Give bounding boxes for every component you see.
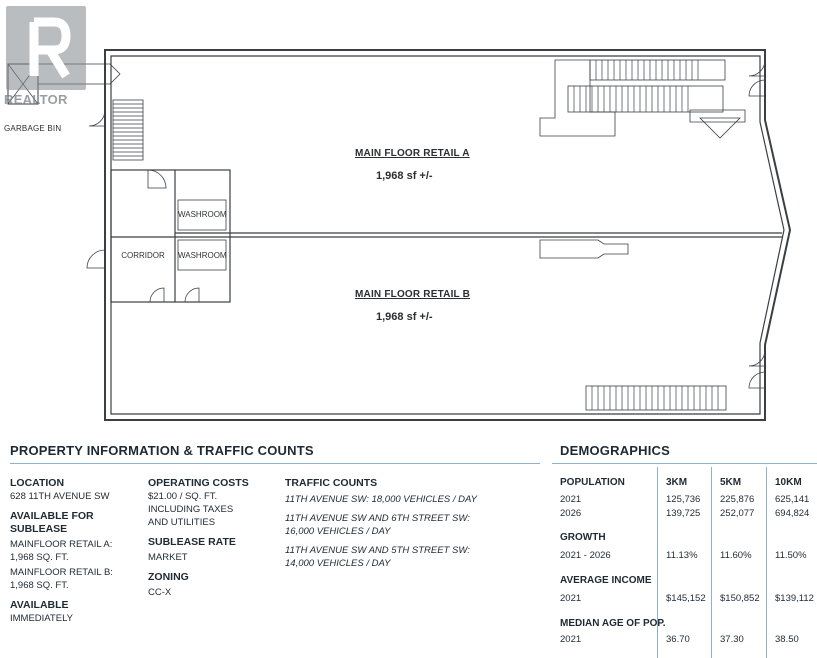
retail-a-area: 1,968 sf +/- bbox=[376, 170, 433, 182]
col-3km: 3KM bbox=[666, 477, 688, 488]
zoning-value: CC-X bbox=[148, 587, 172, 598]
operating-costs-line2: INCLUDING TAXES bbox=[148, 504, 234, 515]
income-year: 2021 bbox=[560, 593, 582, 604]
col-10km: 10KM bbox=[775, 477, 802, 488]
pop-2026-year: 2026 bbox=[560, 508, 582, 519]
retail-a-size: 1,968 SQ. FT. bbox=[10, 552, 69, 563]
available-label: AVAILABLE bbox=[10, 599, 69, 611]
property-divider bbox=[10, 463, 540, 464]
pop-2021-5km: 225,876 bbox=[720, 494, 755, 505]
operating-costs-line3: AND UTILITIES bbox=[148, 517, 216, 528]
age-5km: 37.30 bbox=[720, 634, 744, 645]
available-value: IMMEDIATELY bbox=[10, 613, 73, 624]
sublease-rate-value: MARKET bbox=[148, 552, 188, 563]
average-income-label: AVERAGE INCOME bbox=[560, 575, 652, 586]
income-10km: $139,112 bbox=[775, 593, 814, 604]
growth-period: 2021 - 2026 bbox=[560, 550, 611, 561]
demo-col-divider-1 bbox=[657, 467, 658, 658]
growth-10km: 11.50% bbox=[775, 550, 807, 561]
income-3km: $145,152 bbox=[666, 593, 706, 604]
corridor-label: CORRIDOR bbox=[121, 251, 165, 260]
retail-b-line: MAINFLOOR RETAIL B: bbox=[10, 567, 113, 578]
available-sublease-label-1: AVAILABLE FOR bbox=[10, 510, 94, 522]
retail-b-size: 1,968 SQ. FT. bbox=[10, 580, 69, 591]
pop-2026-10km: 694,824 bbox=[775, 508, 810, 519]
retail-b-area: 1,968 sf +/- bbox=[376, 311, 433, 323]
washroom-1-label: WASHROOM bbox=[178, 210, 227, 219]
location-column bbox=[10, 477, 140, 625]
retail-a-title: MAIN FLOOR RETAIL A bbox=[355, 148, 470, 159]
age-year: 2021 bbox=[560, 634, 582, 645]
property-info-heading: PROPERTY INFORMATION & TRAFFIC COUNTS bbox=[10, 443, 314, 458]
costs-column bbox=[148, 477, 278, 599]
income-5km: $150,852 bbox=[720, 593, 760, 604]
operating-costs-label: OPERATING COSTS bbox=[148, 477, 249, 489]
washroom-2-label: WASHROOM bbox=[178, 251, 227, 260]
growth-5km: 11.60% bbox=[720, 550, 752, 561]
median-age-label: MEDIAN AGE OF POP. bbox=[560, 618, 666, 629]
traffic-count-3-line1: 11TH AVENUE SW AND 5TH STREET SW: bbox=[285, 545, 470, 556]
pop-2021-3km: 125,736 bbox=[666, 494, 701, 505]
pop-2021-10km: 625,141 bbox=[775, 494, 810, 505]
traffic-count-2-line1: 11TH AVENUE SW AND 6TH STREET SW: bbox=[285, 513, 470, 524]
growth-label: GROWTH bbox=[560, 532, 606, 543]
pop-2026-5km: 252,077 bbox=[720, 508, 755, 519]
demo-col-divider-3 bbox=[766, 467, 767, 658]
age-3km: 36.70 bbox=[666, 634, 690, 645]
growth-3km: 11.13% bbox=[666, 550, 698, 561]
available-sublease-label-2: SUBLEASE bbox=[10, 523, 68, 535]
demographics-divider bbox=[552, 463, 817, 464]
zoning-label: ZONING bbox=[148, 571, 189, 583]
age-10km: 38.50 bbox=[775, 634, 799, 645]
traffic-count-1: 11TH AVENUE SW: 18,000 VEHICLES / DAY bbox=[285, 494, 478, 505]
traffic-counts-label: TRAFFIC COUNTS bbox=[285, 477, 378, 489]
traffic-count-3-line2: 14,000 VEHICLES / DAY bbox=[285, 558, 391, 569]
garbage-bin-label: GARBAGE BIN bbox=[4, 124, 62, 133]
pop-2026-3km: 139,725 bbox=[666, 508, 701, 519]
sublease-rate-label: SUBLEASE RATE bbox=[148, 536, 236, 548]
location-value: 628 11TH AVENUE SW bbox=[10, 491, 110, 502]
demo-col-divider-2 bbox=[711, 467, 712, 658]
location-label: LOCATION bbox=[10, 477, 65, 489]
retail-a-line: MAINFLOOR RETAIL A: bbox=[10, 539, 113, 550]
demographics-heading: DEMOGRAPHICS bbox=[560, 443, 671, 458]
col-5km: 5KM bbox=[720, 477, 742, 488]
pop-2021-year: 2021 bbox=[560, 494, 582, 505]
population-label: POPULATION bbox=[560, 477, 625, 488]
realtor-wordmark: REALTOR bbox=[4, 92, 68, 107]
operating-costs-line1: $21.00 / SQ. FT. bbox=[148, 491, 218, 502]
traffic-count-2-line2: 16,000 VEHICLES / DAY bbox=[285, 526, 391, 537]
retail-b-title: MAIN FLOOR RETAIL B bbox=[355, 289, 471, 300]
traffic-column bbox=[285, 477, 540, 570]
